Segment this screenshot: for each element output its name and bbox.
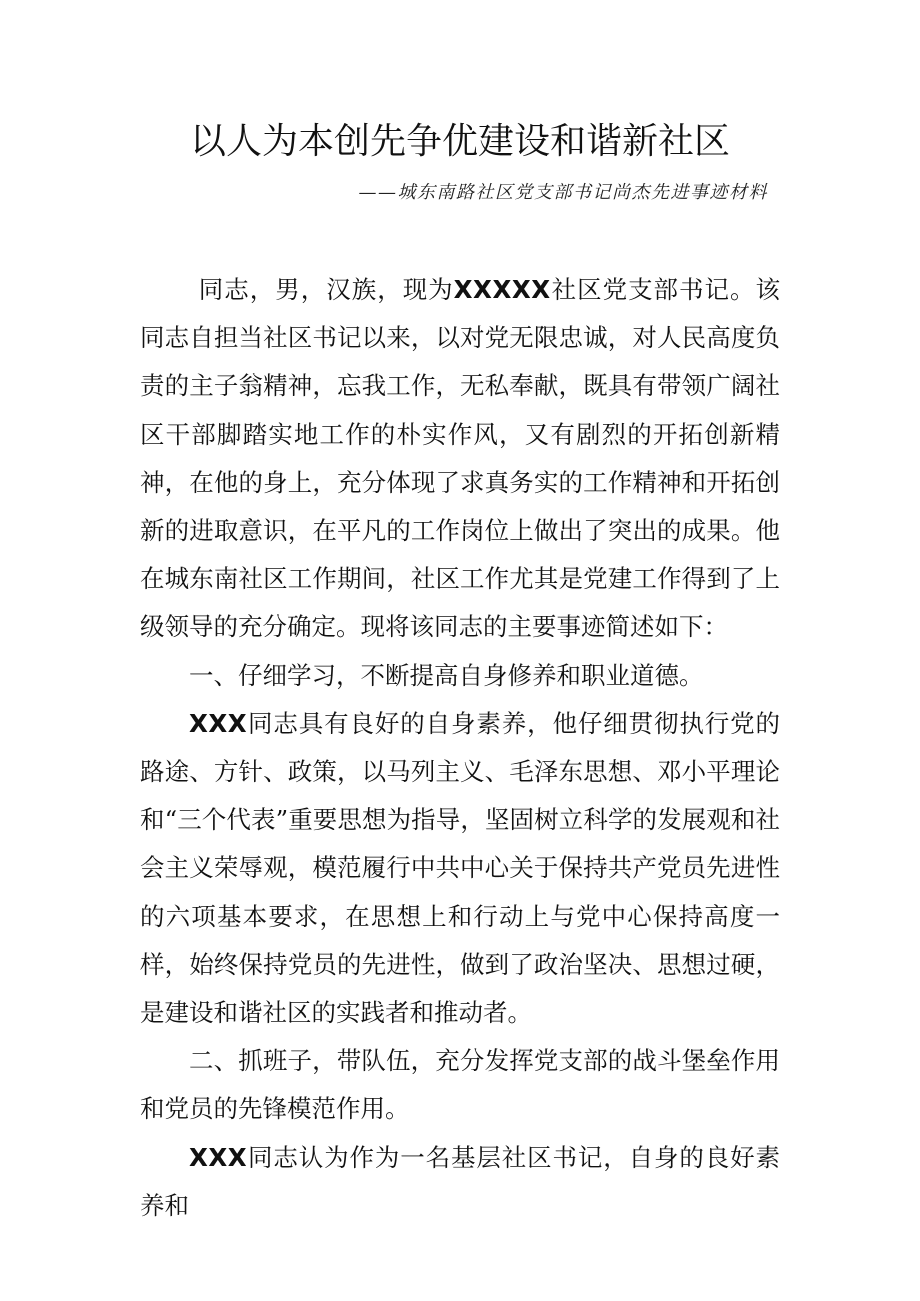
paragraph-text: 同志认为作为一名基层社区书记，自身的良好素养和 xyxy=(140,1142,780,1220)
document-subtitle: ——城东南路社区党支部书记尚杰先进事迹材料 xyxy=(358,182,768,203)
paragraph xyxy=(140,700,780,1037)
redacted-name: XXX xyxy=(189,1142,248,1172)
paragraph-text: 一、仔细学习，不断提高自身修养和职业道德。 xyxy=(189,660,704,690)
section-heading xyxy=(140,652,780,700)
document-title: 以人为本创先争优建设和谐新社区 xyxy=(189,121,730,162)
document-body xyxy=(140,266,780,1230)
paragraph-text: 二、抓班子，带队伍，充分发挥党支部的战斗堡垒作用和党员的先锋模范作用。 xyxy=(140,1046,780,1124)
section-heading xyxy=(140,1037,780,1133)
paragraph-text: 同志，男，汉族，现为 xyxy=(198,275,454,304)
paragraph xyxy=(140,1134,780,1230)
paragraph xyxy=(140,266,780,652)
paragraph-text: 同志具有良好的自身素养，他仔细贯彻执行党的路途、方针、政策，以马列主义、毛泽东思想、邓小平理论和“三个代表”重要思想为指导，坚固树立科学的发展观和社会主义荣辱观，模范履行中共中心关于保持共产党员先进性的六项基本要求，在思想上和行动上与党中心保持高度一样，始终保持党员的先进性，做到了政治坚决、思想过硬，是建设和谐社区的实践者和推动者。 xyxy=(140,708,780,1028)
redacted-name: XXX xyxy=(189,708,248,738)
redacted-name: XXXXX xyxy=(453,275,551,304)
paragraph-text: 社区党支部书记。该同志自担当社区书记以来，以对党无限忠诚，对人民高度负责的主子翁精神，忘我工作，无私奉献，既具有带领广阔社区干部脚踏实地工作的朴实作风，又有剧烈的开拓创新精神，在他的身上，充分体现了求真务实的工作精神和开拓创新的进取意识，在平凡的工作岗位上做出了突出的成果。他在城东南社区工作期间，社区工作尤其是党建工作得到了上级领导的充分确定。现将该同志的主要事迹简述如下： xyxy=(140,275,781,642)
